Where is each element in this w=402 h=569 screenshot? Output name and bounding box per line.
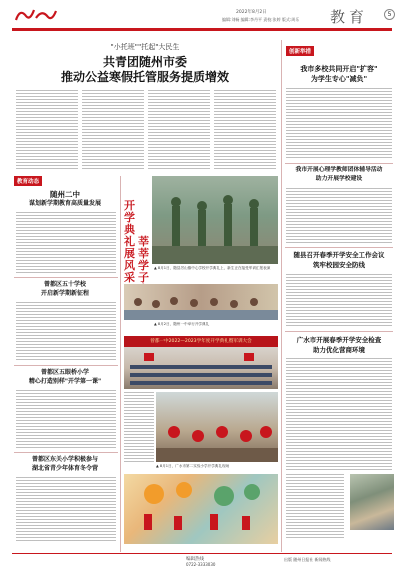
right-divider-1 bbox=[285, 163, 393, 164]
feature-caption-mid: ▲ 8月2日，随州一中举行开学典礼 bbox=[154, 322, 210, 326]
right-article4-photo bbox=[350, 474, 394, 530]
right-h1-line1: 我市多校共同开启"扩容" bbox=[300, 65, 378, 73]
left-article1-body bbox=[16, 212, 116, 274]
left-h3-line1: 曾都区五眼桥小学 bbox=[40, 369, 89, 376]
left-h2-line2: 开启新学期新征程 bbox=[40, 290, 89, 297]
footer-rule bbox=[12, 553, 392, 554]
right-article4-body bbox=[286, 358, 392, 470]
right-h4-line2: 助力优化营商环境 bbox=[313, 346, 365, 354]
assembly-rows bbox=[124, 347, 278, 389]
left-section-tag: 教育动态 bbox=[14, 176, 42, 186]
feature-photo-ceremony bbox=[124, 284, 278, 320]
masthead bbox=[0, 0, 402, 42]
left-article3-body bbox=[16, 390, 116, 450]
left-column-divider bbox=[120, 176, 121, 552]
left-article2-body bbox=[16, 302, 116, 362]
right-h4-line1: 广水市开展春季开学安全检查 bbox=[296, 336, 382, 344]
drill-figures bbox=[152, 176, 278, 264]
left-divider-2 bbox=[14, 365, 118, 366]
right-divider-3 bbox=[285, 331, 393, 332]
feature-vertical-title-1-text: 开学典礼展风采 bbox=[124, 199, 135, 284]
right-h2-line2: 助力开展学校建设 bbox=[315, 176, 363, 182]
feature-caption-top: ▲ 8月1日，随县厉山镇中心学校开学典礼上，新生正在接受军训汇报表演 bbox=[154, 266, 271, 270]
right-article4-body-cont bbox=[286, 474, 344, 538]
feature-photo-kindergarten bbox=[124, 474, 278, 544]
right-article3-body bbox=[286, 274, 392, 328]
left-h4-line2: 湖北省青少年体育冬令营 bbox=[31, 465, 98, 472]
feature-vertical-title-2-text: 莘莘学子 bbox=[138, 235, 149, 284]
section-title: 教育 bbox=[330, 8, 369, 26]
feature-vertical-title-1 bbox=[124, 200, 136, 284]
footer-right-label: 出版 随州日报社 新闻热线 bbox=[284, 557, 331, 562]
right-h3-line1: 随县召开春季开学安全工作会议 bbox=[293, 251, 385, 259]
feature-caption-bottom: ▲ 8月1日，广水市第二实验小学开学典礼现场 bbox=[156, 464, 230, 468]
feature-banner-text: 曾都一中2022—2023学年度开学典礼暨军训大会 bbox=[150, 339, 252, 344]
page-number bbox=[384, 9, 395, 20]
classroom-kids bbox=[156, 392, 278, 462]
left-h1-line2: 谋划新学期教育高质量发展 bbox=[28, 200, 101, 207]
page-number-text: 5 bbox=[387, 11, 392, 18]
lead-body-col3 bbox=[148, 90, 210, 170]
footer-left-tel: 0722-3333030 bbox=[186, 562, 216, 567]
left-h1-line1: 随州二中 bbox=[50, 190, 80, 199]
date-line: 2022年8月2日 bbox=[236, 10, 267, 15]
right-h2-line1: 我市开展心理学教师团体辅导活动 bbox=[295, 167, 383, 173]
left-h2-line1: 曾都区五十学校 bbox=[43, 281, 86, 288]
kindergarten-scene bbox=[124, 474, 278, 544]
right-section-tag: 创新举措 bbox=[286, 46, 314, 56]
lead-title-line1: 共青团随州市委 bbox=[102, 55, 187, 69]
feature-side-text bbox=[124, 392, 154, 462]
right-divider-2 bbox=[285, 247, 393, 248]
editor-line: 编辑:刘畅 编辑:李丹平 责校:张婷 版式:周乐 bbox=[222, 17, 300, 22]
logo bbox=[14, 6, 58, 24]
left-article4-body bbox=[16, 477, 116, 543]
right-h3-line2: 筑牢校园安全防线 bbox=[313, 261, 365, 269]
lead-body-col1 bbox=[16, 90, 78, 170]
feature-photo-drill bbox=[152, 176, 278, 264]
masthead-rule bbox=[12, 28, 392, 31]
ceremony-crowd bbox=[124, 284, 278, 320]
right-article1-body bbox=[286, 88, 392, 158]
column-divider bbox=[281, 40, 282, 552]
lead-title-line2: 推动公益寒假托管服务提质增效 bbox=[60, 70, 229, 84]
left-divider-1 bbox=[14, 277, 118, 278]
lead-body-col2 bbox=[82, 90, 144, 170]
right-article2-body bbox=[286, 188, 392, 244]
left-h4-line1: 曾都区东关小学积极参与 bbox=[31, 456, 98, 463]
footer-left-label: 编辑热线 bbox=[186, 557, 204, 562]
lead-kicker: "小托班""托起"大民生 bbox=[110, 43, 180, 51]
left-divider-3 bbox=[14, 452, 118, 453]
lead-body-col4 bbox=[214, 90, 276, 170]
feature-photo-classroom bbox=[156, 392, 278, 462]
feature-photo-assembly bbox=[124, 347, 278, 389]
feature-banner bbox=[124, 336, 278, 347]
left-h3-line2: 精心打造别样"开学第一课" bbox=[28, 378, 102, 385]
right-h1-line2: 为学生专心"减负" bbox=[310, 75, 368, 83]
